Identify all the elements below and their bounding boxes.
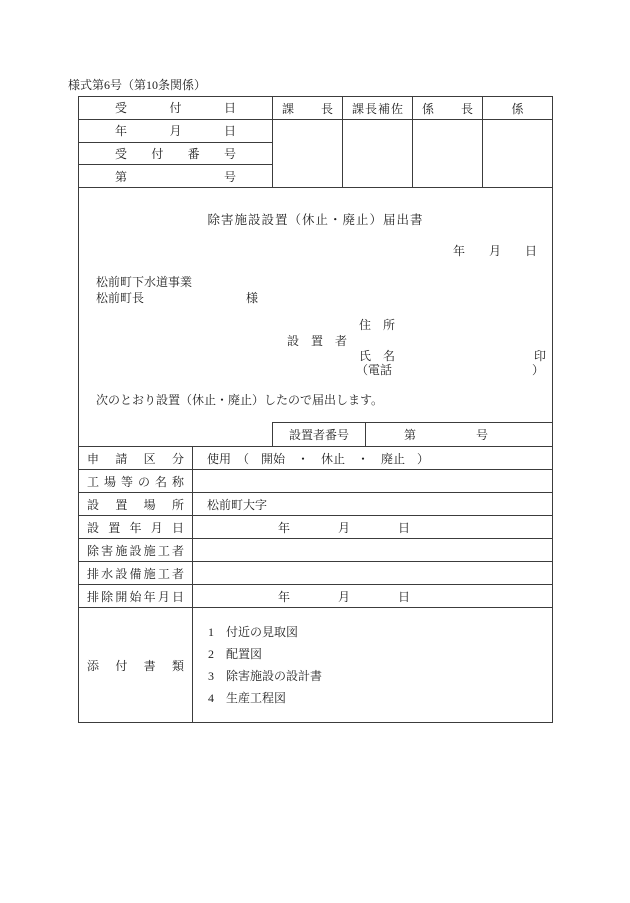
table-row-attachments	[79, 607, 552, 722]
application-table	[79, 446, 552, 722]
facility-contractor-field	[193, 539, 552, 561]
discharge-start-date-label: 排除開始年月日	[87, 589, 184, 604]
attachment-item-4: 4 生産工程図	[208, 691, 287, 705]
table-row-discharge-start-date	[79, 584, 552, 607]
seal-mark: 印	[534, 349, 547, 363]
reception-date-field: 年 月 日	[115, 124, 236, 139]
reception-number-label: 受 付 番 号	[115, 146, 236, 161]
installer-number-table	[272, 422, 552, 446]
addressee-honorific: 様	[246, 291, 259, 305]
addressee-organization: 松前町下水道事業	[96, 275, 193, 289]
attachment-item-2: 2 配置図	[208, 647, 263, 661]
phone-label-close: ）	[532, 363, 545, 377]
stamp-column-deputy-chief	[343, 97, 413, 187]
reception-number-label-row	[79, 143, 272, 166]
reception-number-field-row	[79, 165, 272, 187]
attachment-item-3: 3 除害施設の設計書	[208, 669, 323, 683]
table-row-factory-name	[79, 469, 552, 492]
installation-date-field: 年 月 日	[278, 520, 411, 535]
reception-date-label-row	[79, 97, 272, 120]
reception-date-label: 受 付 日	[115, 101, 236, 116]
reception-number-field: 第 号	[115, 169, 236, 184]
application-category-value: 使用 （ 開始 ・ 休止 ・ 廃止 ）	[207, 451, 430, 466]
document-title: 除害施設設置（休止・廃止）届出書	[207, 213, 424, 227]
addressee-name: 松前町長	[96, 291, 145, 305]
stamp-cell-section-chief	[273, 120, 342, 187]
reception-date-field-row	[79, 120, 272, 143]
stamp-cell-supervisor	[413, 120, 482, 187]
stamp-column-supervisor	[413, 97, 483, 187]
discharge-start-date-field: 年 月 日	[278, 589, 411, 604]
table-row-drainage-contractor	[79, 561, 552, 584]
attachments-list	[193, 608, 552, 722]
stamp-cell-staff	[483, 120, 552, 187]
stamp-cell-deputy-chief	[343, 120, 412, 187]
installer-number-field: 第 号	[404, 428, 489, 442]
application-category-label: 申 請 区 分	[87, 451, 184, 466]
form-body-box	[78, 187, 553, 723]
stamp-column-section-chief	[273, 97, 343, 187]
stamp-header-deputy-chief: 課長補佐	[343, 97, 412, 120]
installation-place-value: 松前町大字	[207, 497, 268, 512]
installer-address-label: 住 所	[359, 318, 396, 332]
stamp-header-supervisor: 係 長	[413, 97, 482, 120]
form-number: 様式第6号（第10条関係）	[68, 78, 207, 92]
reception-stamp-table	[78, 96, 553, 188]
installation-place-label: 設 置 場 所	[87, 497, 184, 512]
attachment-item-1: 1 付近の見取図	[208, 625, 299, 639]
reception-left-section	[79, 97, 273, 187]
installer-name-label: 氏 名	[359, 349, 396, 363]
declaration-sentence: 次のとおり設置（休止・廃止）したので届出します。	[96, 393, 384, 407]
table-row-facility-contractor	[79, 538, 552, 561]
stamp-header-section-chief: 課 長	[273, 97, 342, 120]
attachments-label: 添 付 書 類	[87, 658, 184, 673]
drainage-contractor-field	[193, 562, 552, 584]
table-row-application-category	[79, 446, 552, 469]
table-row-installation-date	[79, 515, 552, 538]
submission-date-line: 年 月 日	[452, 244, 537, 258]
factory-name-label: 工場等の名称	[87, 474, 184, 489]
installer-number-label: 設置者番号	[273, 423, 366, 446]
drainage-contractor-label: 排水設備施工者	[87, 566, 184, 581]
stamp-header-staff: 係	[483, 97, 552, 120]
phone-label-open: （電話	[356, 363, 393, 377]
table-row-installation-place	[79, 492, 552, 515]
stamp-column-staff	[483, 97, 552, 187]
facility-contractor-label: 除害施設施工者	[87, 543, 184, 558]
installation-date-label: 設置年月日	[87, 520, 184, 535]
factory-name-field	[193, 470, 552, 492]
installer-label: 設 置 者	[287, 334, 348, 348]
